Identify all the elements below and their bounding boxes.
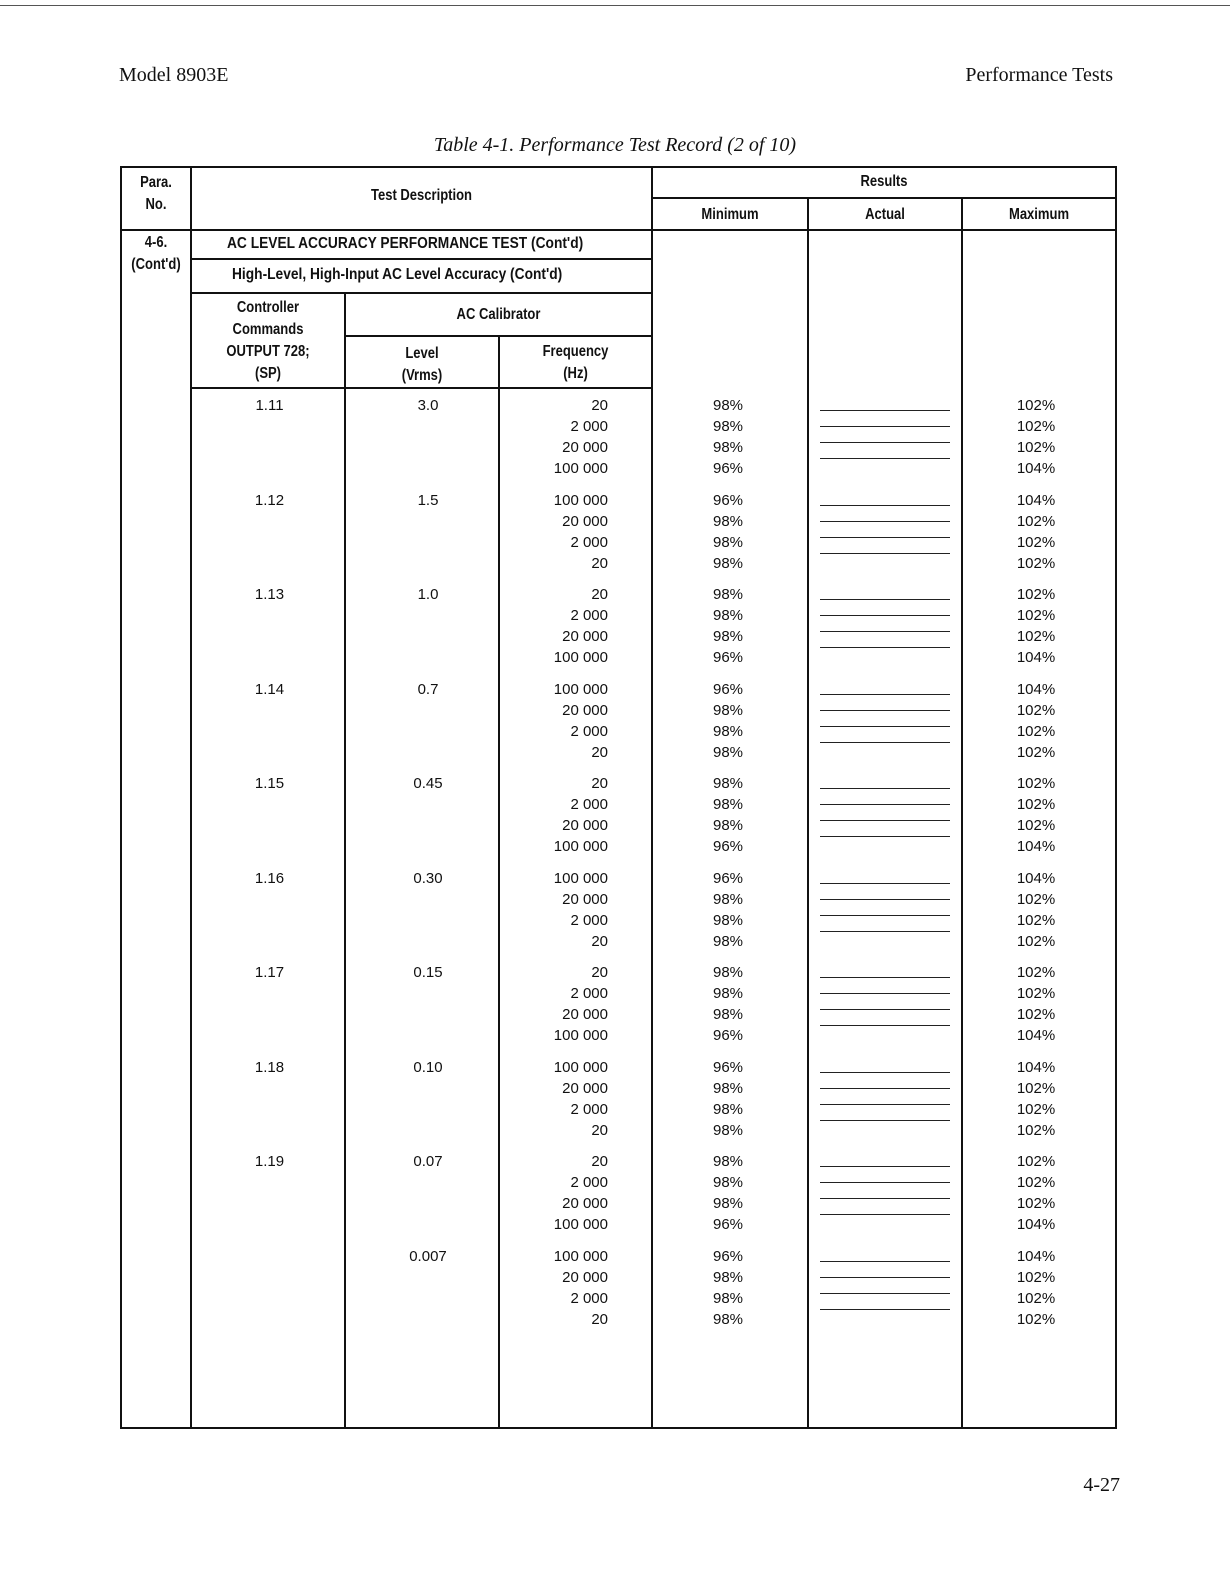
maximum-value: 102% — [1016, 891, 1056, 908]
subsection-title: High-Level, High-Input AC Level Accuracy (Cont'd) — [232, 266, 563, 283]
table-border-top — [120, 166, 1117, 168]
actual-entry-line[interactable] — [820, 1293, 950, 1294]
maximum-value: 102% — [1016, 775, 1056, 792]
actual-entry-line[interactable] — [820, 1025, 950, 1026]
actual-entry-line[interactable] — [820, 710, 950, 711]
actual-entry-list — [820, 868, 950, 937]
para-number: 4-6. (Cont'd) — [131, 234, 181, 273]
level-value: 1.0 — [417, 586, 439, 603]
actual-entry-line[interactable] — [820, 836, 950, 837]
actual-entry-line[interactable] — [820, 1182, 950, 1183]
frequency-value: 20 — [591, 775, 608, 792]
minimum-value-list — [690, 868, 766, 952]
frequency-value: 20 — [591, 1311, 608, 1328]
actual-entry-line[interactable] — [820, 915, 950, 916]
actual-entry-line[interactable] — [820, 804, 950, 805]
section-rule — [190, 258, 651, 260]
maximum-value: 102% — [1016, 1080, 1056, 1097]
actual-entry-line[interactable] — [820, 1277, 950, 1278]
frequency-value: 20 000 — [562, 1006, 608, 1023]
actual-entry-line[interactable] — [820, 1009, 950, 1010]
frequency-value: 2 000 — [570, 723, 608, 740]
maximum-value: 102% — [1016, 1006, 1056, 1023]
actual-entry-list — [820, 962, 950, 1031]
maximum-value: 102% — [1016, 1290, 1056, 1307]
frequency-value: 2 000 — [570, 1174, 608, 1191]
minimum-value: 98% — [712, 1122, 744, 1139]
header-bottom-rule — [120, 229, 1117, 231]
frequency-value-list — [507, 1057, 608, 1141]
maximum-value: 102% — [1016, 1195, 1056, 1212]
level-value: 0.007 — [409, 1248, 447, 1265]
minimum-value: 98% — [712, 1101, 744, 1118]
minimum-value-list — [690, 1151, 766, 1235]
frequency-value: 2 000 — [570, 1101, 608, 1118]
actual-entry-list — [820, 584, 950, 653]
level-value: 0.15 — [413, 964, 443, 981]
maximum-value: 102% — [1016, 628, 1056, 645]
minimum-value: 98% — [712, 985, 744, 1002]
frequency-value-list — [507, 584, 608, 668]
minimum-value: 96% — [712, 492, 744, 509]
frequency-value-list — [507, 962, 608, 1046]
frequency-header: Frequency (Hz) — [542, 343, 609, 382]
actual-entry-line[interactable] — [820, 505, 950, 506]
level-value: 0.30 — [413, 870, 443, 887]
actual-entry-line[interactable] — [820, 442, 950, 443]
test-group — [120, 773, 1117, 857]
level-value: 0.45 — [413, 775, 443, 792]
actual-entry-line[interactable] — [820, 426, 950, 427]
test-group — [120, 1246, 1117, 1330]
test-group — [120, 1057, 1117, 1141]
frequency-value: 20 000 — [562, 891, 608, 908]
maximum-value: 102% — [1016, 933, 1056, 950]
actual-entry-line[interactable] — [820, 742, 950, 743]
subsection-rule — [190, 292, 651, 294]
minimum-value: 96% — [712, 681, 744, 698]
minimum-value: 98% — [712, 1174, 744, 1191]
table-caption: Table 4-1. Performance Test Record (2 of 10) — [433, 134, 797, 156]
minimum-value: 98% — [712, 1080, 744, 1097]
actual-entry-line[interactable] — [820, 694, 950, 695]
maximum-value: 102% — [1016, 817, 1056, 834]
maximum-value: 104% — [1016, 838, 1056, 855]
minimum-value-list — [690, 1246, 766, 1330]
level-value: 1.5 — [417, 492, 439, 509]
actual-entry-line[interactable] — [820, 1072, 950, 1073]
maximum-value: 102% — [1016, 418, 1056, 435]
frequency-value-list — [507, 679, 608, 763]
actual-entry-line[interactable] — [820, 1214, 950, 1215]
maximum-value-list — [996, 395, 1076, 479]
minimum-value: 98% — [712, 702, 744, 719]
maximum-value: 102% — [1016, 513, 1056, 530]
minimum-value: 98% — [712, 796, 744, 813]
minimum-value: 98% — [712, 1195, 744, 1212]
controller-commands-header: Controller Commands OUTPUT 728; (SP) — [226, 299, 310, 382]
minimum-value: 98% — [712, 723, 744, 740]
frequency-value: 20 000 — [562, 439, 608, 456]
minimum-header: Minimum — [701, 206, 759, 223]
minimum-value: 98% — [712, 397, 744, 414]
level-header: Level (Vrms) — [401, 345, 443, 384]
minimum-value: 96% — [712, 649, 744, 666]
frequency-value: 2 000 — [570, 534, 608, 551]
minimum-value: 98% — [712, 817, 744, 834]
actual-entry-line[interactable] — [820, 788, 950, 789]
sp-command: 1.13 — [254, 586, 285, 603]
frequency-value: 2 000 — [570, 912, 608, 929]
maximum-value-list — [996, 1057, 1076, 1141]
sp-command: 1.11 — [255, 397, 284, 414]
maximum-value-list — [996, 679, 1076, 763]
minimum-value: 98% — [712, 607, 744, 624]
actual-entry-line[interactable] — [820, 726, 950, 727]
actual-entry-list — [820, 679, 950, 748]
frequency-value: 20 000 — [562, 702, 608, 719]
maximum-value: 102% — [1016, 723, 1056, 740]
test-group — [120, 868, 1117, 952]
actual-entry-line[interactable] — [820, 1104, 950, 1105]
minimum-value: 98% — [712, 1153, 744, 1170]
maximum-value: 102% — [1016, 555, 1056, 572]
actual-entry-line[interactable] — [820, 410, 950, 411]
actual-entry-list — [820, 1246, 950, 1315]
frequency-value: 20 — [591, 744, 608, 761]
actual-entry-line[interactable] — [820, 993, 950, 994]
ac-calibrator-header: AC Calibrator — [456, 306, 541, 323]
sp-command: 1.19 — [254, 1153, 285, 1170]
test-group — [120, 679, 1117, 763]
minimum-value-list — [690, 395, 766, 479]
results-divider — [651, 197, 1117, 199]
actual-entry-list — [820, 395, 950, 464]
minimum-value: 96% — [712, 1248, 744, 1265]
frequency-value: 2 000 — [570, 796, 608, 813]
minimum-value: 98% — [712, 1311, 744, 1328]
actual-entry-line[interactable] — [820, 1166, 950, 1167]
level-value: 0.10 — [413, 1059, 443, 1076]
frequency-value: 100 000 — [553, 649, 608, 666]
minimum-value-list — [690, 679, 766, 763]
maximum-value-list — [996, 584, 1076, 668]
frequency-value-list — [507, 490, 608, 574]
frequency-value: 20 — [591, 397, 608, 414]
frequency-value: 100 000 — [553, 1027, 608, 1044]
actual-entry-line[interactable] — [820, 883, 950, 884]
actual-entry-line[interactable] — [820, 553, 950, 554]
maximum-value: 104% — [1016, 492, 1056, 509]
maximum-value: 104% — [1016, 1027, 1056, 1044]
maximum-value: 102% — [1016, 1174, 1056, 1191]
minimum-value: 96% — [712, 1027, 744, 1044]
level-value: 0.7 — [417, 681, 439, 698]
frequency-value: 100 000 — [553, 870, 608, 887]
minimum-value: 98% — [712, 775, 744, 792]
maximum-value: 104% — [1016, 1059, 1056, 1076]
sp-command: 1.15 — [254, 775, 285, 792]
frequency-value: 20 000 — [562, 1195, 608, 1212]
frequency-value: 20 000 — [562, 817, 608, 834]
actual-entry-line[interactable] — [820, 599, 950, 600]
frequency-value-list — [507, 1151, 608, 1235]
page-number: 4-27 — [1083, 1474, 1120, 1496]
level-value: 0.07 — [413, 1153, 443, 1170]
frequency-value: 20 — [591, 1122, 608, 1139]
header-model: Model 8903E — [119, 64, 229, 86]
frequency-value: 100 000 — [553, 1216, 608, 1233]
maximum-value: 102% — [1016, 1311, 1056, 1328]
ac-calibrator-rule — [344, 335, 651, 337]
frequency-value: 20 000 — [562, 1080, 608, 1097]
maximum-header: Maximum — [1008, 206, 1070, 223]
actual-entry-line[interactable] — [820, 537, 950, 538]
minimum-value: 98% — [712, 513, 744, 530]
frequency-value: 20 — [591, 933, 608, 950]
actual-entry-line[interactable] — [820, 899, 950, 900]
maximum-value: 104% — [1016, 1216, 1056, 1233]
table-border-bottom — [120, 1427, 1117, 1429]
minimum-value: 96% — [712, 1059, 744, 1076]
section-title: AC LEVEL ACCURACY PERFORMANCE TEST (Cont'd) — [227, 235, 584, 252]
frequency-value: 20 000 — [562, 628, 608, 645]
actual-entry-line[interactable] — [820, 1198, 950, 1199]
results-header: Results — [860, 173, 908, 190]
maximum-value: 102% — [1016, 702, 1056, 719]
actual-entry-line[interactable] — [820, 647, 950, 648]
maximum-value: 102% — [1016, 607, 1056, 624]
frequency-value: 20 — [591, 1153, 608, 1170]
actual-entry-line[interactable] — [820, 820, 950, 821]
frequency-value: 100 000 — [553, 681, 608, 698]
frequency-value: 2 000 — [570, 1290, 608, 1307]
minimum-value-list — [690, 773, 766, 857]
minimum-value: 98% — [712, 439, 744, 456]
maximum-value: 104% — [1016, 649, 1056, 666]
test-group — [120, 1151, 1117, 1235]
maximum-value: 102% — [1016, 964, 1056, 981]
header-section: Performance Tests — [965, 64, 1113, 86]
actual-entry-list — [820, 773, 950, 842]
minimum-value: 98% — [712, 891, 744, 908]
minimum-value-list — [690, 962, 766, 1046]
minimum-value: 98% — [712, 534, 744, 551]
frequency-value: 100 000 — [553, 492, 608, 509]
maximum-value-list — [996, 868, 1076, 952]
maximum-value: 102% — [1016, 397, 1056, 414]
frequency-value: 2 000 — [570, 418, 608, 435]
actual-entry-line[interactable] — [820, 631, 950, 632]
maximum-value-list — [996, 490, 1076, 574]
minimum-value: 98% — [712, 1290, 744, 1307]
maximum-value: 104% — [1016, 1248, 1056, 1265]
frequency-value: 2 000 — [570, 607, 608, 624]
maximum-value: 104% — [1016, 870, 1056, 887]
actual-entry-list — [820, 1151, 950, 1220]
test-group — [120, 584, 1117, 668]
frequency-value: 20 000 — [562, 513, 608, 530]
minimum-value: 98% — [712, 628, 744, 645]
top-rule — [0, 5, 1230, 6]
test-description-header: Test Description — [370, 187, 473, 204]
level-value: 3.0 — [417, 397, 439, 414]
para-no-header: Para. No. — [140, 174, 172, 213]
actual-entry-line[interactable] — [820, 1261, 950, 1262]
minimum-value: 96% — [712, 460, 744, 477]
sp-command: 1.17 — [254, 964, 285, 981]
actual-header: Actual — [865, 206, 905, 223]
minimum-value: 96% — [712, 870, 744, 887]
frequency-value: 2 000 — [570, 985, 608, 1002]
minimum-value: 96% — [712, 838, 744, 855]
frequency-value: 100 000 — [553, 1059, 608, 1076]
maximum-value: 104% — [1016, 681, 1056, 698]
minimum-value-list — [690, 1057, 766, 1141]
actual-entry-line[interactable] — [820, 521, 950, 522]
actual-entry-list — [820, 490, 950, 559]
frequency-value: 20 — [591, 586, 608, 603]
maximum-value: 102% — [1016, 439, 1056, 456]
minimum-value-list — [690, 490, 766, 574]
minimum-value: 98% — [712, 418, 744, 435]
maximum-value: 102% — [1016, 985, 1056, 1002]
frequency-value: 20 000 — [562, 1269, 608, 1286]
maximum-value-list — [996, 962, 1076, 1046]
maximum-value: 102% — [1016, 912, 1056, 929]
minimum-value: 98% — [712, 933, 744, 950]
sp-command: 1.16 — [254, 870, 285, 887]
frequency-value: 20 — [591, 555, 608, 572]
maximum-value: 102% — [1016, 534, 1056, 551]
actual-entry-line[interactable] — [820, 931, 950, 932]
frequency-value: 100 000 — [553, 1248, 608, 1265]
actual-entry-line[interactable] — [820, 458, 950, 459]
maximum-value-list — [996, 773, 1076, 857]
minimum-value: 98% — [712, 1269, 744, 1286]
test-group — [120, 395, 1117, 479]
frequency-value-list — [507, 1246, 608, 1330]
minimum-value: 98% — [712, 964, 744, 981]
actual-entry-line[interactable] — [820, 1088, 950, 1089]
sp-command: 1.12 — [254, 492, 285, 509]
minimum-value: 98% — [712, 1006, 744, 1023]
test-group — [120, 490, 1117, 574]
frequency-value: 100 000 — [553, 460, 608, 477]
actual-entry-list — [820, 1057, 950, 1126]
minimum-value: 98% — [712, 586, 744, 603]
sp-command: 1.14 — [254, 681, 285, 698]
sp-command: 1.18 — [254, 1059, 285, 1076]
frequency-value: 20 — [591, 964, 608, 981]
actual-entry-line[interactable] — [820, 1120, 950, 1121]
minimum-value: 98% — [712, 912, 744, 929]
minimum-value: 98% — [712, 555, 744, 572]
maximum-value-list — [996, 1246, 1076, 1330]
maximum-value: 102% — [1016, 1101, 1056, 1118]
minimum-value: 96% — [712, 1216, 744, 1233]
actual-entry-line[interactable] — [820, 1309, 950, 1310]
minimum-value: 98% — [712, 744, 744, 761]
maximum-value: 102% — [1016, 744, 1056, 761]
maximum-value: 102% — [1016, 1269, 1056, 1286]
actual-entry-line[interactable] — [820, 615, 950, 616]
subheader-bottom-rule — [190, 387, 651, 389]
maximum-value: 104% — [1016, 460, 1056, 477]
maximum-value-list — [996, 1151, 1076, 1235]
test-group — [120, 962, 1117, 1046]
maximum-value: 102% — [1016, 586, 1056, 603]
frequency-value: 100 000 — [553, 838, 608, 855]
minimum-value-list — [690, 584, 766, 668]
actual-entry-line[interactable] — [820, 977, 950, 978]
frequency-value-list — [507, 868, 608, 952]
frequency-value-list — [507, 773, 608, 857]
maximum-value: 102% — [1016, 1153, 1056, 1170]
maximum-value: 102% — [1016, 1122, 1056, 1139]
frequency-value-list — [507, 395, 608, 479]
performance-test-record-table — [120, 166, 1117, 1429]
maximum-value: 102% — [1016, 796, 1056, 813]
